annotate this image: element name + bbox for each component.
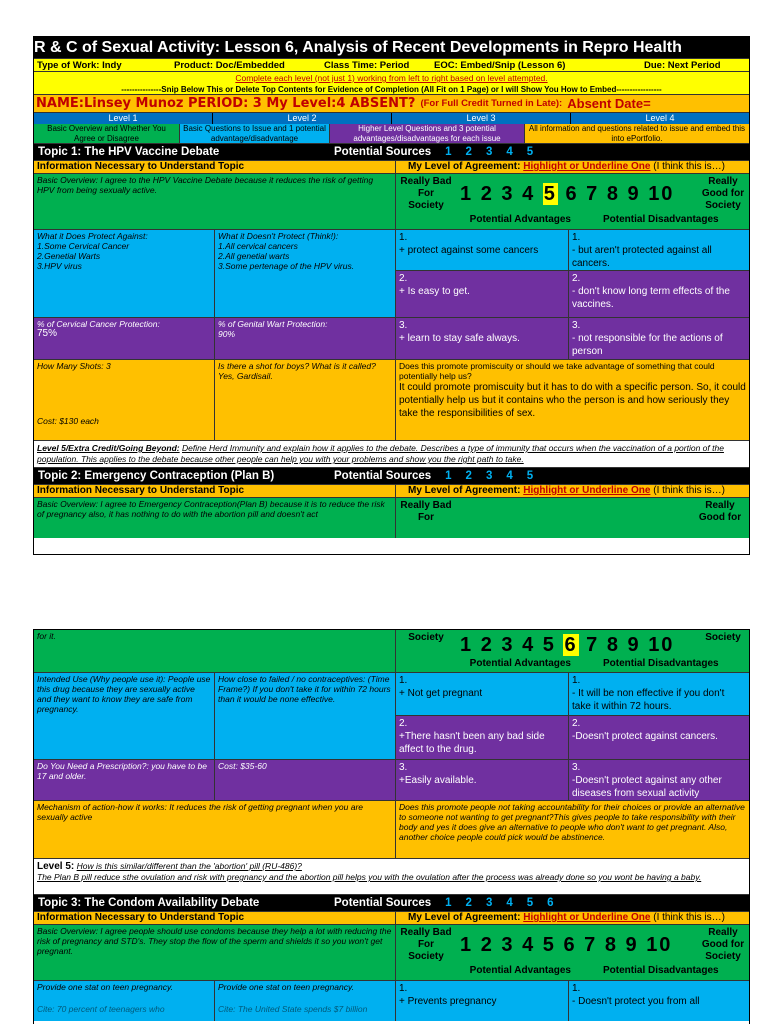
disadvantage-text: -Doesn't protect against any other diseases from sexual activity	[572, 775, 722, 799]
level-4-label: Level 4	[645, 113, 675, 123]
due-date: Due: Next Period	[644, 59, 721, 71]
topic-3-info-header	[34, 912, 749, 925]
topic-1-level5	[34, 441, 749, 468]
disadvantage-2	[569, 271, 749, 317]
student-info-row	[34, 95, 749, 113]
instruction-row-1	[34, 72, 749, 84]
agreement-highlight: Highlight or Underline One	[523, 161, 651, 172]
scale-selected[interactable]: 6	[564, 634, 578, 656]
really-bad-label: Really Bad For Society	[400, 927, 452, 962]
info-necessary: Information Necessary to Understand Topic	[34, 912, 396, 924]
really-good-label: Really Good for Society	[701, 927, 745, 962]
disadvantage-1	[569, 673, 749, 716]
not-protect-item: 3.Some pertenage of the HPV virus.	[218, 261, 355, 271]
disadvantage-text: - Doesn't protect you from all	[572, 996, 700, 1007]
topic-1-overview-row	[34, 174, 749, 230]
advantage-3	[396, 318, 569, 359]
advantage-number: 2.	[399, 718, 408, 729]
topic-3-overview-row	[34, 925, 749, 981]
protects-item: 2.Genetial Warts	[37, 251, 101, 261]
scale-5[interactable]: 5	[542, 933, 556, 956]
topic-2-header	[34, 468, 749, 485]
pros-cons-header	[396, 965, 749, 976]
agreement-label: My Level of Agreement:	[408, 485, 521, 496]
prescription: Do You Need a Prescription?: you have to be 17 and older.	[34, 760, 215, 800]
topic-1-header	[34, 144, 749, 161]
accountability-answer: Does this promote people not taking accountability for their choices or provide an alternative to someone not wanting to get pregnant?This gives people to take responsibility with their body and yes it does give an alternative to people who don't want to get pregnant. Also, another choice people could pick would be abstinence.	[396, 801, 749, 858]
cost: Cost: $35-60	[215, 760, 396, 800]
not-protect-item: 1.All cervical cancers	[218, 241, 298, 251]
disadvantage-1	[569, 230, 749, 271]
mechanism-of-action: Mechanism of action-how it works: It reduces the risk of getting pregnant when you are sexually active	[34, 801, 396, 858]
disadvantage-text: -Doesn't protect against cancers.	[572, 731, 718, 742]
source-link[interactable]: 1	[445, 897, 452, 909]
scale-row	[396, 174, 749, 214]
advantage-number: 1.	[399, 232, 408, 243]
not-protect-item: 2.All genetial warts	[218, 251, 290, 261]
level5-question: How is this similar/different than the 'abortion' pill (RU-486)?	[76, 861, 302, 871]
student-name-line: NAME:Linsey Munoz PERIOD: 3 My Level:4 ABSENT?	[36, 96, 416, 111]
disadvantage-number: 1.	[572, 983, 581, 994]
late-note: (For Full Credit Turned in Late):	[420, 98, 563, 109]
scale-3[interactable]: 3	[501, 933, 515, 956]
level-descriptions	[34, 124, 749, 144]
topic-1-extra-row	[34, 360, 749, 441]
potential-advantages-label: Potential Advantages	[469, 658, 571, 669]
disadvantage-text: - not responsible for the actions of person	[572, 333, 723, 357]
topic-2-overview-cont: for it.	[34, 630, 396, 672]
topic-3-sources-label: Potential Sources	[334, 897, 432, 909]
scale-numbers	[460, 934, 693, 957]
agreement-tail: (I think this is…)	[653, 912, 725, 923]
advantage-text: +There hasn't been any bad side affect to the drug.	[399, 731, 545, 755]
info-necessary: Information Necessary to Understand Topic	[34, 161, 396, 173]
scale-3[interactable]: 3	[501, 634, 515, 656]
agreement-label-row	[396, 485, 749, 497]
scale-2[interactable]: 2	[480, 634, 494, 656]
disadvantage-text: - It will be non effective if you don't take it within 72 hours.	[572, 688, 725, 712]
shots-and-cost	[34, 360, 215, 440]
potential-disadvantages-label: Potential Disadvantages	[603, 658, 719, 669]
advantage-text: + Prevents pregnancy	[399, 996, 497, 1007]
scale-1[interactable]: 1	[460, 933, 474, 956]
advantage-text: + learn to stay safe always.	[399, 333, 520, 344]
source-link[interactable]: 2	[465, 897, 472, 909]
advantage-number: 2.	[399, 273, 408, 284]
topic-2-advantages	[396, 673, 569, 759]
topic-1-sources-label: Potential Sources	[334, 146, 432, 158]
scale-8[interactable]: 8	[606, 182, 620, 205]
topic-2-scale-top	[396, 498, 749, 538]
really-good-label: Really Good for	[698, 500, 742, 523]
scale-4[interactable]: 4	[522, 933, 536, 956]
scale-7[interactable]: 7	[586, 634, 600, 656]
scale-1[interactable]: 1	[460, 634, 474, 656]
disadvantage-3	[569, 318, 749, 359]
agreement-tail: (I think this is…)	[653, 161, 725, 172]
teen-stat-1	[34, 981, 215, 1021]
scale-10[interactable]: 10	[648, 634, 675, 656]
level-1-label: Level 1	[34, 113, 213, 124]
agreement-highlight: Highlight or Underline One	[523, 485, 651, 496]
advantage-1	[396, 230, 568, 271]
level-3-desc: Higher Level Questions and 3 potential advantages/disadvantages for each issue	[330, 124, 525, 143]
topic-1-title: Topic 1: The HPV Vaccine Debate	[38, 146, 220, 158]
cervical-label: % of Cervical Cancer Protection:	[37, 319, 160, 329]
topic-1-disadvantages	[569, 230, 749, 317]
scale-8[interactable]: 8	[604, 933, 618, 956]
stat-question: Provide one stat on teen pregnancy.	[37, 982, 173, 992]
instruction-row-2	[34, 84, 749, 95]
potential-advantages-label: Potential Advantages	[469, 965, 571, 976]
scale-4[interactable]: 4	[522, 634, 536, 656]
potential-disadvantages-label: Potential Disadvantages	[603, 965, 719, 976]
scale-9[interactable]: 9	[627, 182, 641, 205]
protects-item: 3.HPV virus	[37, 261, 82, 271]
agreement-label-row	[396, 912, 749, 924]
really-good-society: Society	[705, 632, 741, 643]
protects-heading: What it Does Protect Against:	[37, 231, 148, 241]
advantage-text: +Easily available.	[399, 775, 477, 786]
scale-4[interactable]: 4	[522, 182, 536, 205]
topic-1-stats-row	[34, 318, 749, 360]
really-bad-society: Society	[408, 632, 444, 643]
scale-7[interactable]: 7	[586, 182, 600, 205]
topic-2-info-header	[34, 485, 749, 498]
source-link[interactable]: 4	[506, 470, 513, 482]
disadvantage-text: - don't know long term effects of the vaccines.	[572, 286, 730, 310]
disadvantage-number: 2.	[572, 273, 581, 284]
info-necessary: Information Necessary to Understand Topic	[34, 485, 396, 497]
disadvantage-2	[569, 716, 749, 759]
advantage-text: + Not get pregnant	[399, 688, 483, 699]
scale-3[interactable]: 3	[501, 182, 515, 205]
scale-selected[interactable]: 5	[543, 182, 557, 205]
pros-cons-header	[396, 658, 749, 669]
disadvantage-number: 3.	[572, 762, 581, 773]
scale-1[interactable]: 1	[460, 182, 474, 205]
topic-2-overview-row-top	[34, 498, 749, 538]
type-of-work: Type of Work: Indy	[37, 59, 122, 71]
wart-protection	[215, 318, 396, 359]
topic-1-overview: Basic Overview: I agree to the HPV Vaccine Debate because it reduces the risk of getting HPV from being sexually active.	[34, 174, 396, 229]
topic-2-overview: Basic Overview: I agree to Emergency Contraception(Plan B) because it is to reduce the risk of pregnancy also, it has nothing to do with the abortion pill and doesn't act	[34, 498, 396, 538]
advantage-3	[396, 760, 569, 800]
advantage-number: 3.	[399, 762, 408, 773]
scale-2[interactable]: 2	[480, 182, 494, 205]
topic-3-title: Topic 3: The Condom Availability Debate	[38, 897, 260, 909]
agreement-label: My Level of Agreement:	[408, 912, 521, 923]
topic-2-agreement-scale	[396, 630, 749, 672]
advantage-2	[396, 716, 568, 759]
topic-2-overview-row-bottom	[34, 630, 749, 673]
source-link[interactable]: 2	[465, 470, 472, 482]
topic-2-level5	[34, 859, 749, 895]
assignment-info-row	[34, 59, 749, 72]
advantage-text: + Is easy to get.	[399, 286, 470, 297]
cervical-value: 75%	[37, 328, 58, 339]
pros-cons-header	[396, 214, 749, 225]
advantage-number: 3.	[399, 320, 408, 331]
source-link[interactable]: 3	[485, 146, 493, 158]
level-2-desc: Basic Questions to Issue and 1 potential advantage/disadvantage	[180, 124, 330, 143]
eoc: EOC: Embed/Snip (Lesson 6)	[434, 59, 566, 71]
agreement-highlight: Highlight or Underline One	[523, 912, 651, 923]
level-4-desc: All information and questions related to issue and embed this into ePortfolio.	[525, 124, 749, 143]
not-protect-heading: What it Doesn't Protect (Think!):	[218, 231, 339, 241]
promiscuity-question: Does this promote promiscuity or should we take advantage of something that could potentially help us?	[399, 361, 715, 381]
potential-advantages-label: Potential Advantages	[469, 214, 571, 225]
source-link[interactable]: 4	[506, 897, 513, 909]
scale-9[interactable]: 9	[627, 634, 641, 656]
topic-3-agreement-scale	[396, 925, 749, 980]
topic-1-advantages	[396, 230, 569, 317]
promiscuity-answer	[396, 360, 749, 440]
protects-item: 1.Some Cervical Cancer	[37, 241, 130, 251]
source-link[interactable]: 6	[547, 897, 554, 909]
scale-8[interactable]: 8	[606, 634, 620, 656]
disadvantage-number: 1.	[572, 675, 581, 686]
topic-2-extra-row	[34, 801, 749, 859]
does-not-protect	[215, 230, 396, 317]
disadvantage-1	[569, 981, 749, 1021]
really-good-label: Really Good for Society	[701, 176, 745, 211]
cervical-protection	[34, 318, 215, 359]
disadvantage-3	[569, 760, 749, 800]
topic-3-detail-row	[34, 981, 749, 1021]
level-1-desc: Basic Overview and Whether You Agree or Disagree	[34, 124, 180, 143]
source-link[interactable]: 1	[445, 470, 452, 482]
source-link[interactable]: 5	[526, 897, 534, 909]
scale-6[interactable]: 6	[563, 933, 577, 956]
disadvantage-number: 2.	[572, 718, 581, 729]
promiscuity-response: It could promote promiscuity but it has to do with a specific person. So, it could potentially help us but it contains who the person is and how seriously they take the responsibilities of sex.	[399, 382, 746, 419]
stat-cite: Cite: 70 percent of teenagers who	[37, 1004, 165, 1014]
protects-against	[34, 230, 215, 317]
how-close-to-failed: How close to failed / no contraceptives: (Time Frame?) If you don't take it for within 72 hours than it would be none effective.	[215, 673, 396, 759]
scale-row	[396, 630, 749, 658]
wart-value: 90%	[218, 329, 236, 339]
worksheet-page-2	[33, 629, 750, 1024]
scale-9[interactable]: 9	[625, 933, 639, 956]
level-arrow	[34, 113, 749, 124]
level-2-label: Level 2	[213, 113, 392, 124]
scale-row	[396, 925, 749, 965]
agreement-label: My Level of Agreement:	[408, 161, 521, 172]
level5-label: Level 5:	[37, 861, 75, 872]
level5-text: Define Herd Immunity and explain how it applies to the debate. Describes a type of immunity that occurs when the vaccination of a portion of the population. This applies to the debate because other people can help you with your problems and show you the right path to take.	[37, 443, 724, 464]
scale-numbers	[460, 634, 693, 657]
product: Product: Doc/Embedded	[174, 59, 285, 71]
scale-5[interactable]: 5	[542, 634, 556, 656]
source-link[interactable]: 3	[485, 897, 493, 909]
source-link[interactable]: 5	[526, 146, 534, 158]
really-bad-label: Really Bad For Society	[400, 176, 452, 211]
advantage-1	[396, 673, 568, 716]
worksheet-title: R & C of Sexual Activity: Lesson 6, Analysis of Recent Developments in Repro Health	[34, 37, 749, 59]
topic-3-header	[34, 895, 749, 912]
scale-6[interactable]: 6	[565, 182, 579, 205]
disadvantage-text: - but aren't protected against all cancers.	[572, 245, 712, 269]
wart-label: % of Genital Wart Protection:	[218, 319, 328, 329]
boys-shot: Is there a shot for boys? What is it called? Yes, Gardisail.	[215, 360, 396, 440]
scale-10[interactable]: 10	[648, 182, 675, 205]
advantage-number: 1.	[399, 675, 408, 686]
teen-stat-2	[215, 981, 396, 1021]
scale-7[interactable]: 7	[584, 933, 598, 956]
source-link[interactable]: 4	[506, 146, 513, 158]
advantage-2	[396, 271, 568, 317]
topic-1-agreement-scale	[396, 174, 749, 229]
stat-cite: Cite: The United State spends $7 billion	[218, 1004, 368, 1014]
potential-disadvantages-label: Potential Disadvantages	[603, 214, 719, 225]
stat-question: Provide one stat on teen pregnancy.	[218, 982, 354, 992]
advantage-1	[396, 981, 569, 1021]
topic-1-detail-row	[34, 230, 749, 318]
intended-use: Intended Use (Why people use it): People use this drug because they are sexually active and they want to know they are safe from pregnancy.	[34, 673, 215, 759]
advantage-number: 1.	[399, 983, 408, 994]
shots: How Many Shots: 3	[37, 361, 111, 371]
topic-2-disadvantages	[569, 673, 749, 759]
absent-date: Absent Date=	[567, 96, 651, 111]
source-link[interactable]: 3	[485, 470, 493, 482]
level-3-label: Level 3	[392, 113, 571, 124]
disadvantage-number: 3.	[572, 320, 581, 331]
level5-answer: The Plan B pill reduce sthe ovulation and risk with pregnancy and the abortion pill helps you with the ovulation after the process was already done so you wont be having a baby.	[37, 872, 702, 882]
topic-2-title: Topic 2: Emergency Contraception (Plan B)	[38, 470, 275, 482]
scale-10[interactable]: 10	[646, 933, 673, 956]
agreement-tail: (I think this is…)	[653, 485, 725, 496]
scale-numbers	[460, 183, 693, 206]
topic-2-detail-row	[34, 673, 749, 760]
really-bad-label: Really Bad For	[400, 500, 452, 523]
agreement-label-row	[396, 161, 749, 173]
topic-2-sources-label: Potential Sources	[334, 470, 432, 482]
cost: Cost: $130 each	[37, 416, 99, 426]
source-link[interactable]: 1	[445, 146, 452, 158]
instruction-snip: ---------------Snip Below This or Delete Top Contents for Evidence of Completion (All Fit on 1 Page) or I will Show You How to Embed-----------------	[121, 84, 662, 94]
source-link[interactable]: 2	[465, 146, 472, 158]
topic-2-stats-row	[34, 760, 749, 801]
advantage-text: + protect against some cancers	[399, 245, 539, 256]
scale-2[interactable]: 2	[480, 933, 494, 956]
source-link[interactable]: 5	[526, 470, 534, 482]
topic-1-info-header	[34, 161, 749, 174]
topic-3-overview: Basic Overview: I agree people should use condoms because they help a lot with reducing the risk of pregnancy and STD's. They stop the flow of the sperm and shields it so you won't get pregnant.	[34, 925, 396, 980]
class-time: Class Time: Period	[324, 59, 410, 71]
disadvantage-number: 1.	[572, 232, 581, 243]
level5-label: Level 5/Extra Credit/Going Beyond:	[37, 443, 180, 453]
worksheet-page-1	[33, 36, 750, 555]
instruction-levels: Complete each level (not just 1) working from left to right based on level attempted.	[235, 73, 548, 83]
